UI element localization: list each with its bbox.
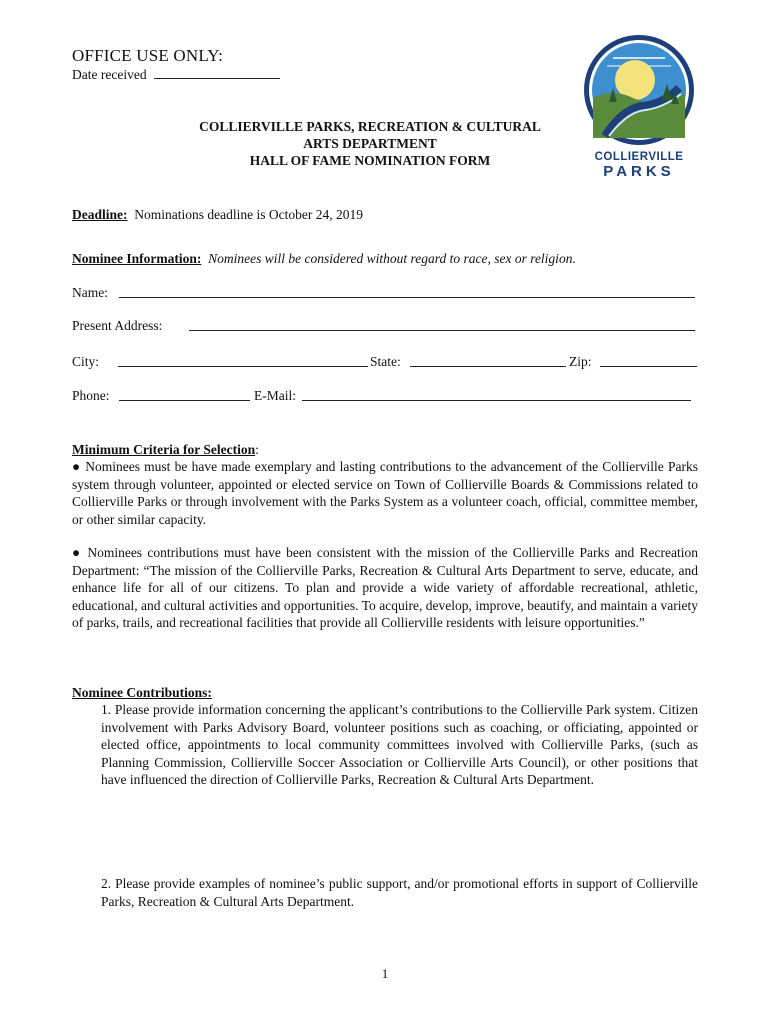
phone-email-row [72,388,702,406]
state-input[interactable] [410,354,566,367]
criteria-bullet-1: ● Nominees must be have made exemplary and lasting contributions to the advancement of the Collierville Parks system through volunteer, appointed or elected service on Town of Collierville Boards & Commissions related to Collierville Parks or through involvement with the Parks System as a volunteer coach, official, committee member, or other similar capacity. [72,459,698,527]
address-row [72,318,702,336]
city-input[interactable] [118,354,368,367]
contributions-item-2: 2. Please provide examples of nominee’s public support, and/or promotional efforts in support of Collierville Parks, Recreation & Cultural Arts Department. [101,876,698,909]
name-label: Name: [72,285,108,300]
logo-bottom-text: PARKS [603,163,675,178]
office-use-title: OFFICE USE ONLY: [72,46,224,65]
zip-label: Zip: [569,354,592,369]
criteria-title: Minimum Criteria for Selection [72,442,256,457]
contributions-title: Nominee Contributions: [72,685,212,700]
criteria-title-colon: : [255,442,259,457]
name-row [72,285,702,303]
contributions-item-1: 1. Please provide information concerning the applicant’s contributions to the Collierville Park system. Citizen involvement with Parks Advisory Board, volunteer positions such as coaching, or officiating, appointed or elected office, appointments to local community committees involved with Collierville Parks, (such as Planning Commission, Collierville Soccer Association or Collierville Arts Council), or other positions that have influenced the direction of Collierville Parks, Recreation & Cultural Arts Department. [101,702,698,787]
date-received-row [72,66,280,83]
nominee-info-note: Nominees will be considered without regard to race, sex or religion. [208,251,576,266]
header-line-2: ARTS DEPARTMENT [303,136,437,151]
email-input[interactable] [302,388,691,401]
email-label: E-Mail: [254,388,296,403]
logo-top-text: COLLIERVILLE [594,151,684,163]
header-line-1: COLLIERVILLE PARKS, RECREATION & CULTURAL [199,119,541,134]
city-state-zip-row [72,354,702,372]
phone-label: Phone: [72,388,110,403]
nominee-info-row [72,251,576,267]
address-input[interactable] [189,318,695,331]
header-line-3: HALL OF FAME NOMINATION FORM [249,153,491,168]
page-number: 1 [381,966,389,981]
date-received-input[interactable] [154,66,280,79]
deadline-label: Deadline: [72,207,128,222]
phone-input[interactable] [119,388,250,401]
contributions-title-row [72,684,698,702]
city-label: City: [72,354,100,369]
deadline-row [72,207,363,223]
name-input[interactable] [119,285,695,298]
date-received-label: Date received [72,67,147,82]
criteria-bullet-2: ● Nominees contributions must have been consistent with the mission of the Collierville Parks and Recreation Department: “The mission of the Collierville Parks, Recreation & Cultural Arts Department to serve, educate, and enhance life for all of our citizens. To plan and provide a wide variety of affordable recreational, athletic, educational, and cultural activities and opportunities. To acquire, develop, improve, beautify, and maintain a variety of parks, trails, and recreational facilities that provide all Collierville residents with leisure opportunities.” [72,545,698,630]
nominee-info-label: Nominee Information: [72,251,202,266]
zip-input[interactable] [600,354,697,367]
deadline-text: Nominations deadline is October 24, 2019 [134,207,363,222]
state-label: State: [370,354,401,369]
address-label: Present Address: [72,318,163,333]
criteria-title-row [72,441,698,459]
